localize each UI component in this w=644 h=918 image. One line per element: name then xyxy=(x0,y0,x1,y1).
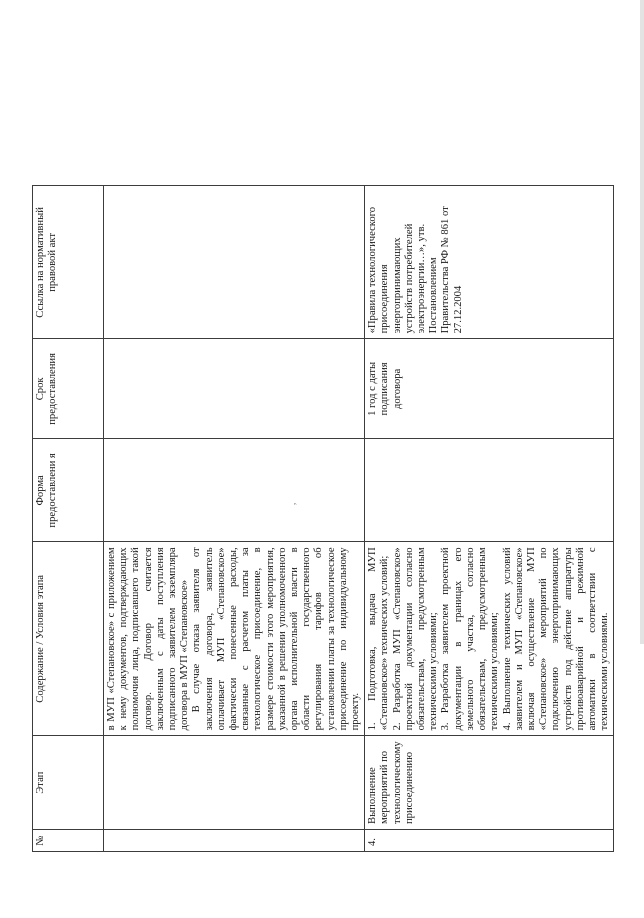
cell-content xyxy=(104,542,365,736)
header-number: № xyxy=(33,830,104,852)
header-term: Срок предоставления xyxy=(33,339,104,439)
cell-reference: «Правила технологического присоединения энергопринимающих устройств потребителей электроэнергии…», утв. Постановлением Правительства РФ № 861 от 27.12.2004 xyxy=(365,186,614,339)
cell-reference xyxy=(104,186,365,339)
cell-stage xyxy=(104,736,365,830)
content-paragraph: в МУП «Степановское» с приложением к нему документов, подтверждающих полномочия лица, подписавшего такой договор. Договор считается заключенным с даты поступления подписанного заявителем экземпляра договора в МУП «Степановское» xyxy=(106,547,191,731)
cell-form xyxy=(104,439,365,542)
header-reference: Ссылка на нормативный правовой акт xyxy=(33,186,104,339)
cell-term: 1 год с даты подписания договора xyxy=(365,339,614,439)
table-row xyxy=(104,186,365,852)
cell-stage: Выполнение мероприятий по технологическому присоединению xyxy=(365,736,614,830)
cell-number: 4. xyxy=(365,830,614,852)
list-item: 4. Выполнение технических условий заявителем и МУП «Степановское» включая осуществление МУП «Степановское» мероприятий по подключению энергопринимающих устройств под действие аппаратуры противоаварийной и режимной автоматики в соответствии с техническими условиями. xyxy=(501,547,611,731)
cell-content xyxy=(365,542,614,736)
list-item: 3. Разработка заявителем проектной документации в границах его земельного участка, согласно обязательствам, предусмотренным техническими условиями; xyxy=(440,547,501,731)
list-item: 2. Разработка МУП «Степановское» проектной документации согласно обязательствам, предусмотренным техническими условиями; xyxy=(391,547,440,731)
header-content: Содержание / Условия этапа xyxy=(33,542,104,736)
procedure-table xyxy=(32,185,614,852)
header-form: Форма предоставлени я xyxy=(33,439,104,542)
table-header-row xyxy=(33,186,104,852)
cell-number xyxy=(104,830,365,852)
header-stage: Этап xyxy=(33,736,104,830)
cell-term xyxy=(104,339,365,439)
scan-edge xyxy=(640,0,644,644)
content-paragraph: В случае отказа заявителя от заключения договора, заявитель оплачивает МУП «Степановское» фактически понесенные расходы, связанные с расчетом платы за технологическое присоединение, в размере стоимости этого мероприятия, указанной в решении уполномоченного органа исполнительной власти в области государственного регулирования тарифов об установлении платы за технологическое присоединение по индивидуальному проекту. xyxy=(191,547,362,731)
list-item: 1. Подготовка, выдача МУП «Степановское» технических условий; xyxy=(367,547,391,731)
cell-form xyxy=(365,439,614,542)
scan-mark: , xyxy=(287,502,297,505)
table-row xyxy=(365,186,614,852)
